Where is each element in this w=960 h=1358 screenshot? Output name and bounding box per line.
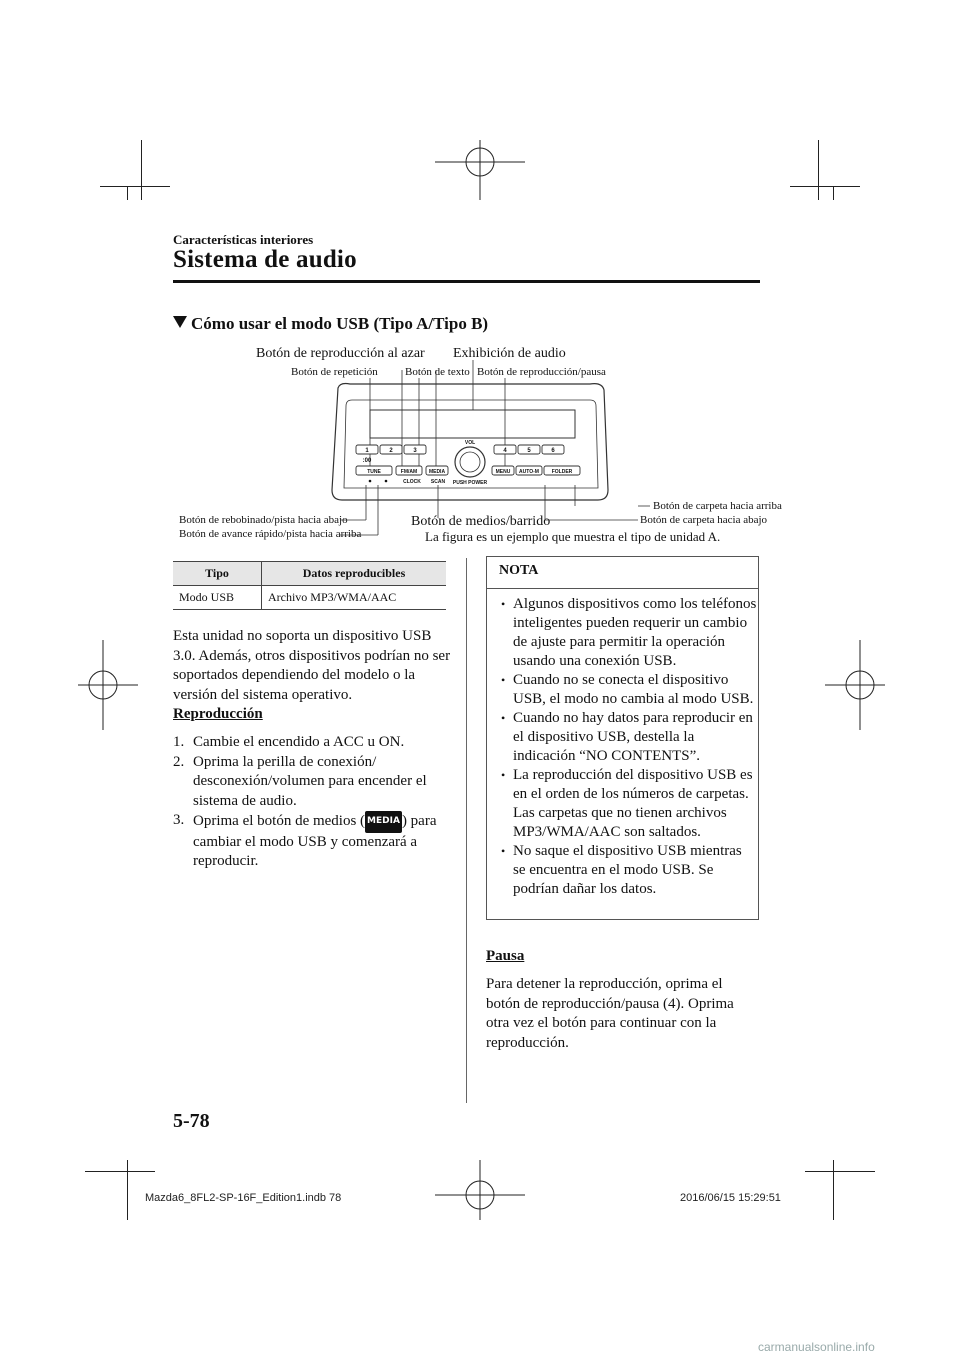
volume-knob [455,447,485,477]
subheading [173,314,488,334]
list-item: • Cuando no hay datos para reproducir en el dispositivo USB, destella la indicación “NO CONTENTS”. [499,709,757,766]
label-folder-down: Botón de carpeta hacia abajo [640,514,768,526]
triangle-bullet-icon [173,316,187,328]
registration-mark-top [435,140,525,200]
registration-mark-bottom [435,1160,525,1220]
list-item: • No saque el dispositivo USB mientras se encuentra en el modo USB. Se podrían dañar los datos. [499,842,757,899]
preset-5: 5 [527,448,531,454]
preset-1: 1 [365,448,369,454]
label-text: Botón de texto [405,366,470,378]
table-cell: Archivo MP3/WMA/AAC [261,586,446,610]
note-box [486,556,759,920]
note-list [499,595,757,899]
auto-m-button-label: AUTO-M [519,469,539,475]
list-item: • Cuando no se conecta el dispositivo USB, el modo no cambia al modo USB. [499,671,757,709]
list-item: • La reproducción del dispositivo USB es en el orden de los números de carpetas. Las carpetas que no tienen archivos MP3/WMA/AAC son saltados. [499,766,757,842]
list-item: 2. Oprima la perilla de conexión/ desconexión/volumen para encender el sistema de audio. [173,753,427,809]
preset-2: 2 [389,448,393,454]
list-item: 1. Cambie el encendido a ACC u ON. [173,734,405,750]
label-random: Botón de reproducción al azar [256,346,425,361]
label-display: Exhibición de audio [453,346,566,361]
tune-button-label: TUNE [367,469,381,475]
usb-support-paragraph: Esta unidad no soporta un dispositivo USB 3.0. Además, otros dispositivos podrían no ser soportados dependiendo del modelo o la versión del sistema operativo. [173,628,451,703]
list-item: • Algunos dispositivos como los teléfonos inteligentes pueden requerir un cambio de ajuste para permitir la operación usando una conexión USB. [499,595,757,671]
preset-3: 3 [413,448,417,454]
page-title: Sistema de audio [173,246,357,273]
scan-sub-label: SCAN [430,479,446,485]
preset-6: 6 [551,448,555,454]
label-folder-up: Botón de carpeta hacia arriba [653,500,782,512]
menu-button-label: MENU [495,469,511,475]
pausa-paragraph: Para detener la reproducción, oprima el botón de reproducción/pausa (4). Oprima otra vez el botón para continuar con la reproducción. [486,976,734,1051]
time-mark: :00 [362,458,372,464]
audio-unit-diagram [170,340,770,540]
registration-mark-left [78,640,138,730]
vol-label: VOL [464,440,476,446]
label-forward: Botón de avance rápido/pista hacia arriba [179,528,362,540]
media-icon: MEDIA [365,811,402,833]
clock-sub-label: CLOCK [403,479,421,485]
column-divider [466,558,467,1103]
pausa-heading: Pausa [486,948,525,964]
watermark: carmanualsonline.info [758,1340,875,1354]
fm-am-button-label: FM/AM [400,469,418,475]
label-rewind: Botón de rebobinado/pista hacia abajo [179,514,348,526]
label-media-scan: Botón de medios/barrido [411,514,551,529]
steps-list [173,733,448,872]
push-power-label: PUSH POWER [452,480,488,486]
table-row [173,586,446,610]
media-button-label: MEDIA [428,469,446,475]
footer-date: 2016/06/15 15:29:51 [680,1192,781,1204]
figure-caption: La figura es un ejemplo que muestra el tipo de unidad A. [425,529,721,544]
registration-mark-right [825,640,885,730]
footer-file: Mazda6_8FL2-SP-16F_Edition1.indb 78 [145,1192,342,1204]
reproduccion-heading: Reproducción [173,706,263,722]
data-table [173,561,446,610]
note-title: NOTA [487,557,758,589]
table-header-tipo: Tipo [173,562,261,586]
table-header-datos: Datos reproducibles [261,562,446,586]
list-item: 3. Oprima el botón de medios ( MEDIA ) para cambiar el modo USB y comenzará a reproducir. [173,812,437,869]
label-repeat: Botón de repetición [291,366,378,378]
title-rule [173,280,760,283]
preset-4: 4 [503,448,507,454]
label-play-pause: Botón de reproducción/pausa [477,366,606,378]
page-number: 5-78 [173,1110,210,1132]
subheading-text: Cómo usar el modo USB (Tipo A/Tipo B) [191,314,489,333]
section-label: Características interiores [173,232,314,247]
folder-button-label: FOLDER [551,469,573,475]
table-cell: Modo USB [173,586,261,610]
